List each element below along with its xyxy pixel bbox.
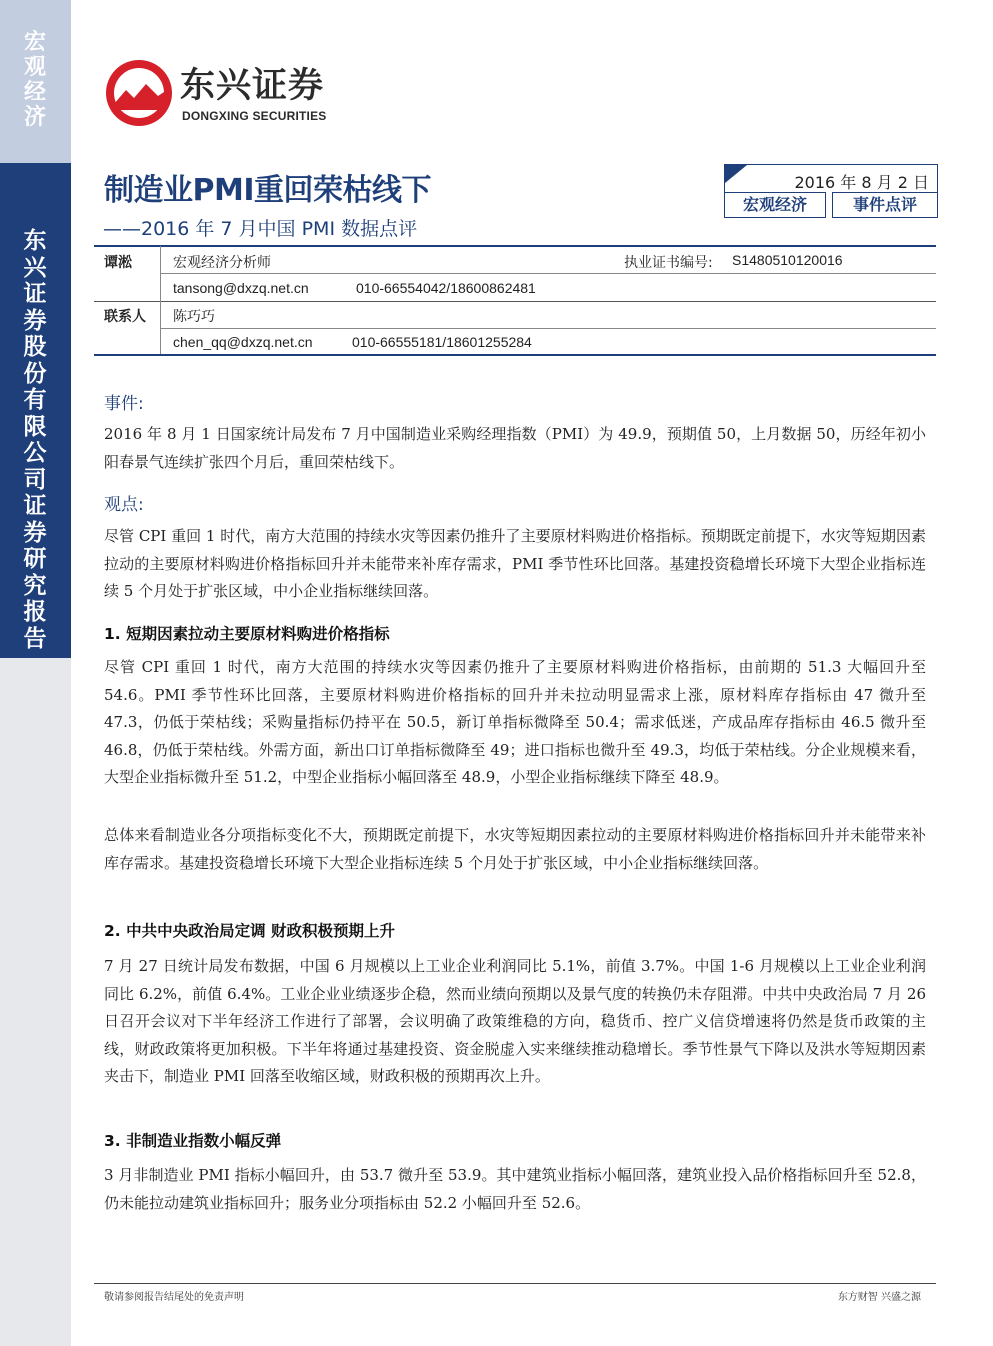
section-2-heading: 2. 中共中央政治局定调 财政积极预期上升 <box>104 922 395 940</box>
section-1-paragraph-1: 尽管 CPI 重回 1 时代，南方大范围的持续水灾等因素仍推升了主要原材料购进价格指标，由前期的 51.3 大幅回升至 54.6。PMI 季节性环比回落，主要原材料购进价格指标的回升并未拉动明显需求上涨，原材料库存指标由 47 微升至 47.3，仍低于荣枯线；采购量指标仍持平在 50.5，新订单指标微降至 50.4；需求低迷，产成品库存指标由 46.5 微升至 46.8，仍低于荣枯线。外需方面，新出口订单指标微降至 49；进口指标也微升至 49.3，均低于荣枯线。分企业规模来看，大型企业指标微升至 51.2，中型企业指标小幅回落至 48.9，小型企业指标继续下降至 48.9。 <box>104 658 926 786</box>
tag-event-review: 事件点评 <box>832 192 938 218</box>
sidebar-company-label: 东兴证券股份有限公司证券研究报告 <box>23 227 47 652</box>
analyst-phone: 010-66554042/18600862481 <box>356 280 536 296</box>
section-1-heading: 1. 短期因素拉动主要原材料购进价格指标 <box>104 625 390 643</box>
date-box <box>724 164 938 193</box>
view-paragraph: 尽管 CPI 重回 1 时代，南方大范围的持续水灾等因素仍推升了主要原材料购进价格指标。预期既定前提下，水灾等短期因素拉动的主要原材料购进价格指标回升并未能带来补库存需求，PMI 季节性环比回落。基建投资稳增长环境下大型企业指标连续 5 个月处于扩张区域，中小企业指标继续回落。 <box>104 527 926 600</box>
authors-divider <box>160 328 936 329</box>
footer-disclaimer: 敬请参阅报告结尾处的免责声明 <box>104 1292 244 1303</box>
logo-emblem-icon <box>104 58 174 128</box>
report-tags <box>724 192 938 218</box>
logo-english-text: DONGXING SECURITIES <box>182 109 327 123</box>
analyst-email[interactable]: tansong@dxzq.net.cn <box>173 280 309 296</box>
sidebar-company-band <box>0 163 71 658</box>
tag-macro-economy: 宏观经济 <box>724 192 826 218</box>
event-paragraph: 2016 年 8 月 1 日国家统计局发布 7 月中国制造业采购经理指数（PMI）为 49.9，预期值 50，上月数据 50，历经年初小阳春景气连续扩张四个月后，重回荣枯线下。 <box>104 425 926 471</box>
footer-slogan: 东方财智 兴盛之源 <box>837 1292 921 1303</box>
contact-name: 陈巧巧 <box>173 309 215 325</box>
authors-divider <box>94 301 936 302</box>
authors-divider <box>160 273 936 274</box>
view-heading: 观点: <box>104 495 144 515</box>
footer-rule <box>94 1283 936 1284</box>
cert-label: 执业证书编号: <box>624 255 713 271</box>
sidebar-lower-band <box>0 658 71 1346</box>
contact-label: 联系人 <box>104 309 146 325</box>
authors-bottom-rule <box>94 354 936 356</box>
company-logo <box>104 56 364 130</box>
corner-triangle-icon <box>725 165 747 183</box>
report-subtitle: ——2016 年 7 月中国 PMI 数据点评 <box>103 218 418 240</box>
analyst-role: 宏观经济分析师 <box>173 255 271 271</box>
event-heading: 事件: <box>104 394 144 414</box>
report-title: 制造业PMI重回荣枯线下 <box>104 173 432 208</box>
section-3-heading: 3. 非制造业指数小幅反弹 <box>104 1132 282 1150</box>
section-2-paragraph-1: 7 月 27 日统计局发布数据，中国 6 月规模以上工业企业利润同比 5.1%，前值 3.7%。中国 1-6 月规模以上工业企业利润同比 6.2%，前值 6.4%。工业企业业绩逐步企稳，然而业绩向预期以及景气度的转换仍未存阻滞。中共中央政治局 7 月 26 日召开会议对下半年经济工作进行了部署，会议明确了政策维稳的方向，稳货币、控广义信贷增速将仍然是货币政策的主线，财政政策将更加积极。下半年将通过基建投资、资金脱虚入实来继续推动稳增长。季节性景气下降以及洪水等短期因素夹击下，制造业 PMI 回落至收缩区域，财政积极的预期再次上升。 <box>104 957 926 1085</box>
sidebar-category-band <box>0 0 71 163</box>
logo-chinese-text: 东兴证券 <box>180 66 325 106</box>
contact-phone: 010-66555181/18601255284 <box>352 334 532 350</box>
authors-column-divider <box>160 246 161 354</box>
authors-top-rule <box>94 245 936 247</box>
analyst-name: 谭淞 <box>104 255 132 271</box>
contact-email[interactable]: chen_qq@dxzq.net.cn <box>173 334 313 350</box>
sidebar-category-label: 宏观经济 <box>23 29 46 130</box>
cert-number: S1480510120016 <box>732 252 843 268</box>
section-3-paragraph-1: 3 月非制造业 PMI 指标小幅回升，由 53.7 微升至 53.9。其中建筑业指标小幅回落，建筑业投入品价格指标回升至 52.8，仍未能拉动建筑业指标回升；服务业分项指标由 52.2 小幅回升至 52.6。 <box>104 1166 926 1212</box>
section-1-paragraph-2: 总体来看制造业各分项指标变化不大，预期既定前提下，水灾等短期因素拉动的主要原材料购进价格指标回升并未能带来补库存需求。基建投资稳增长环境下大型企业指标连续 5 个月处于扩张区域，中小企业指标继续回落。 <box>104 826 926 872</box>
report-date: 2016 年 8 月 2 日 <box>794 173 929 192</box>
